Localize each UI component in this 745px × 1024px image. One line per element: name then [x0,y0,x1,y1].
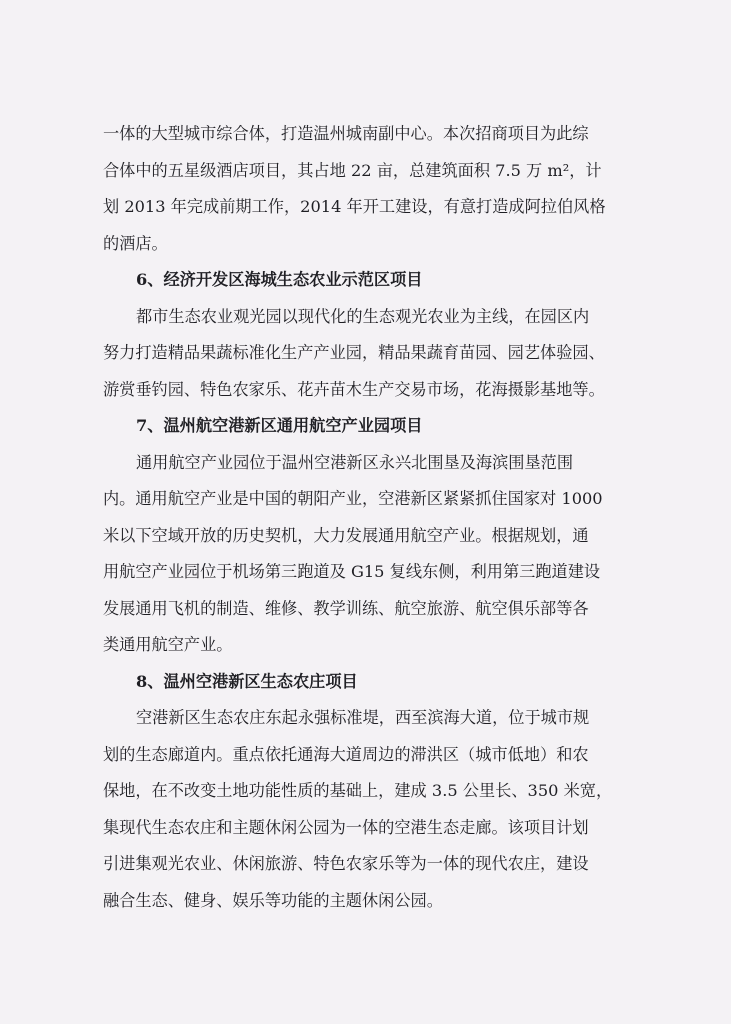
section-heading-7: 7、温州航空港新区通用航空产业园项目 [136,416,423,435]
paragraph-line: 类通用航空产业。 [103,635,233,654]
paragraph-line: 集现代生态农庄和主题休闲公园为一体的空港生态走廊。该项目计划 [103,817,589,837]
document-body [103,116,613,919]
paragraph-line: 引进集观光农业、休闲旅游、特色农家乐等为一体的现代农庄，建设 [103,854,589,873]
paragraph-line: 划 2013 年完成前期工作，2014 年开工建设，有意打造成阿拉伯风格 [103,197,606,216]
section-heading-6: 6、经济开发区海城生态农业示范区项目 [136,270,423,289]
paragraph-line: 一体的大型城市综合体，打造温州城南副中心。本次招商项目为此综 [103,124,589,143]
paragraph-line: 游赏垂钓园、特色农家乐、花卉苗木生产交易市场，花海摄影基地等。 [103,379,605,399]
section-heading-8: 8、温州空港新区生态农庄项目 [136,671,358,691]
paragraph-line: 通用航空产业园位于温州空港新区永兴北围垦及海滨围垦范围 [136,452,574,472]
paragraph-line: 划的生态廊道内。重点依托通海大道周边的滞洪区（城市低地）和农 [103,744,589,764]
paragraph-line: 米以下空域开放的历史契机，大力发展通用航空产业。根据规划，通 [103,525,589,545]
paragraph-line: 用航空产业园位于机场第三跑道及 G15 复线东侧，利用第三跑道建设 [103,562,601,581]
paragraph-line: 内。通用航空产业是中国的朝阳产业，空港新区紧紧抓住国家对 1000 [103,489,603,508]
paragraph-line: 都市生态农业观光园以现代化的生态观光农业为主线，在园区内 [136,306,590,326]
paragraph-line: 的酒店。 [103,233,168,253]
scan-margin [731,0,745,1024]
paragraph-line: 保地，在不改变土地功能性质的基础上，建成 3.5 公里长、350 米宽， [103,781,613,800]
paragraph-line: 空港新区生态农庄东起永强标准堤，西至滨海大道，位于城市规 [136,708,590,727]
paragraph-line: 努力打造精品果蔬标准化生产产业园，精品果蔬育苗园、园艺体验园、 [103,343,605,362]
paragraph-line: 融合生态、健身、娱乐等功能的主题休闲公园。 [103,890,443,910]
paragraph-line: 合体中的五星级酒店项目，其占地 22 亩，总建筑面积 7.5 万 m²，计 [103,160,602,180]
paragraph-line: 发展通用飞机的制造、维修、教学训练、航空旅游、航空俱乐部等各 [103,598,589,618]
